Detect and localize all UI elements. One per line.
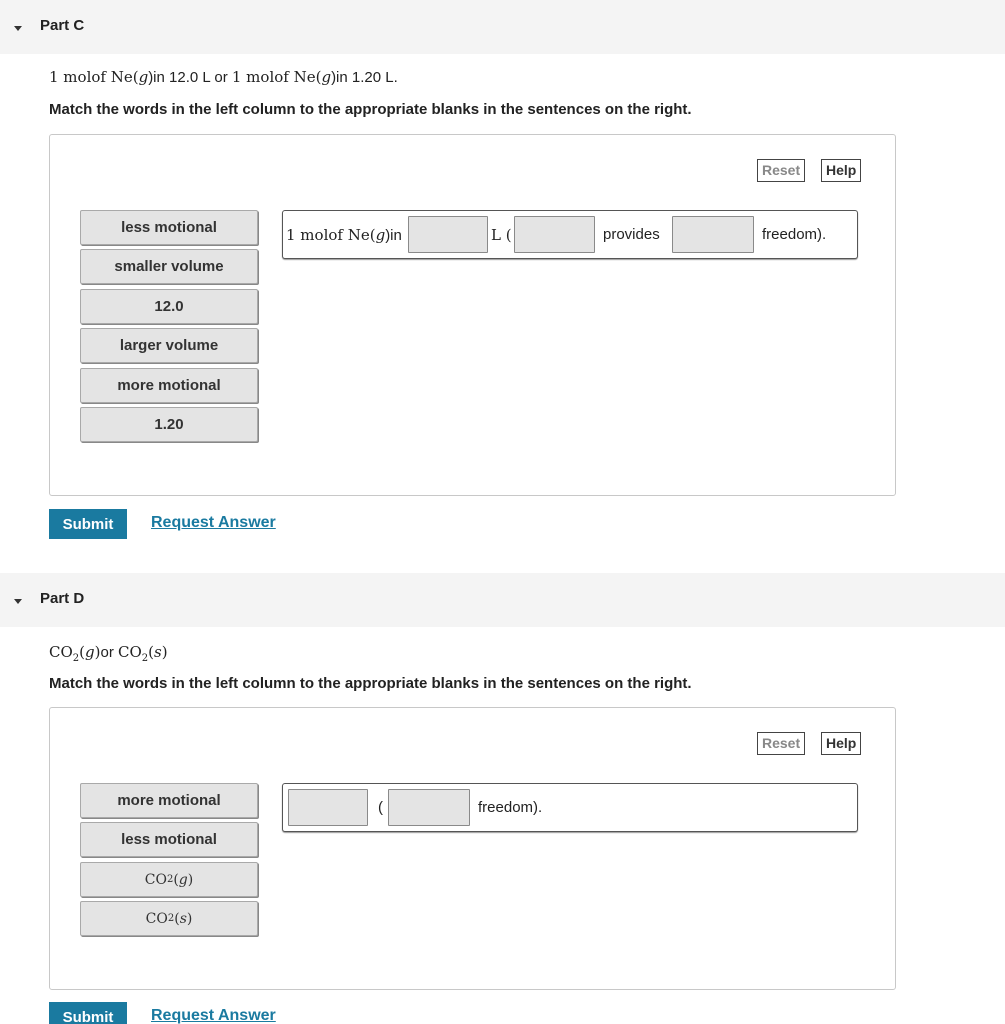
part-c-intro: 1 molof Ne(g)in 12.0 L or 1 molof Ne(g)in 1.20 L. bbox=[49, 68, 398, 86]
part-c-instruction: Match the words in the left column to the appropriate blanks in the sentences on the right. bbox=[49, 101, 692, 118]
reset-button[interactable]: Reset bbox=[757, 732, 805, 755]
help-button[interactable]: Help bbox=[821, 159, 861, 182]
part-d-instruction: Match the words in the left column to the appropriate blanks in the sentences on the right. bbox=[49, 675, 692, 692]
part-c-request-answer-link[interactable]: Request Answer bbox=[151, 514, 276, 531]
drop-blank-1[interactable] bbox=[288, 789, 368, 826]
draggable-chip[interactable]: 1.20 bbox=[80, 407, 258, 442]
sentence-drop-area bbox=[282, 210, 858, 259]
sentence-drop-area bbox=[282, 783, 858, 832]
drop-blank-2[interactable] bbox=[514, 216, 595, 253]
part-d-request-answer-link[interactable]: Request Answer bbox=[151, 1007, 276, 1024]
part-d-header[interactable] bbox=[0, 573, 1005, 627]
help-button[interactable]: Help bbox=[821, 732, 861, 755]
part-d-submit-button[interactable]: Submit bbox=[49, 1002, 127, 1024]
draggable-chip-co2-solid[interactable]: CO 2 ( s ) bbox=[80, 901, 258, 936]
part-d-intro: $CO_2(g)or$ $CO_2(s)$ bbox=[49, 643, 168, 664]
sentence-text: L ( bbox=[491, 226, 512, 244]
sentence-text: ( bbox=[378, 799, 383, 816]
sentence-text: freedom). bbox=[762, 226, 827, 243]
draggable-chip[interactable]: more motional bbox=[80, 783, 258, 818]
collapse-caret-icon[interactable] bbox=[14, 599, 22, 604]
part-c-header[interactable] bbox=[0, 0, 1005, 54]
draggable-chip-co2-gas[interactable]: CO 2 ( g ) bbox=[80, 862, 258, 897]
draggable-chip[interactable]: less motional bbox=[80, 822, 258, 857]
drop-blank-3[interactable] bbox=[672, 216, 754, 253]
part-c-submit-button[interactable]: Submit bbox=[49, 509, 127, 539]
sentence-text: provides bbox=[603, 226, 660, 243]
collapse-caret-icon[interactable] bbox=[14, 26, 22, 31]
drop-blank-2[interactable] bbox=[388, 789, 470, 826]
draggable-chip[interactable]: larger volume bbox=[80, 328, 258, 363]
part-c-matching-panel bbox=[49, 134, 896, 496]
draggable-chip[interactable]: 12.0 bbox=[80, 289, 258, 324]
draggable-chip[interactable]: smaller volume bbox=[80, 249, 258, 284]
draggable-chip[interactable]: less motional bbox=[80, 210, 258, 245]
sentence-text: 1 molof Ne(g)in bbox=[286, 226, 402, 244]
sentence-text: freedom). bbox=[478, 799, 543, 816]
drop-blank-1[interactable] bbox=[408, 216, 488, 253]
part-c-title: Part C bbox=[40, 17, 85, 34]
part-d-matching-panel bbox=[49, 707, 896, 990]
part-d-title: Part D bbox=[40, 590, 85, 607]
draggable-chip[interactable]: more motional bbox=[80, 368, 258, 403]
reset-button[interactable]: Reset bbox=[757, 159, 805, 182]
